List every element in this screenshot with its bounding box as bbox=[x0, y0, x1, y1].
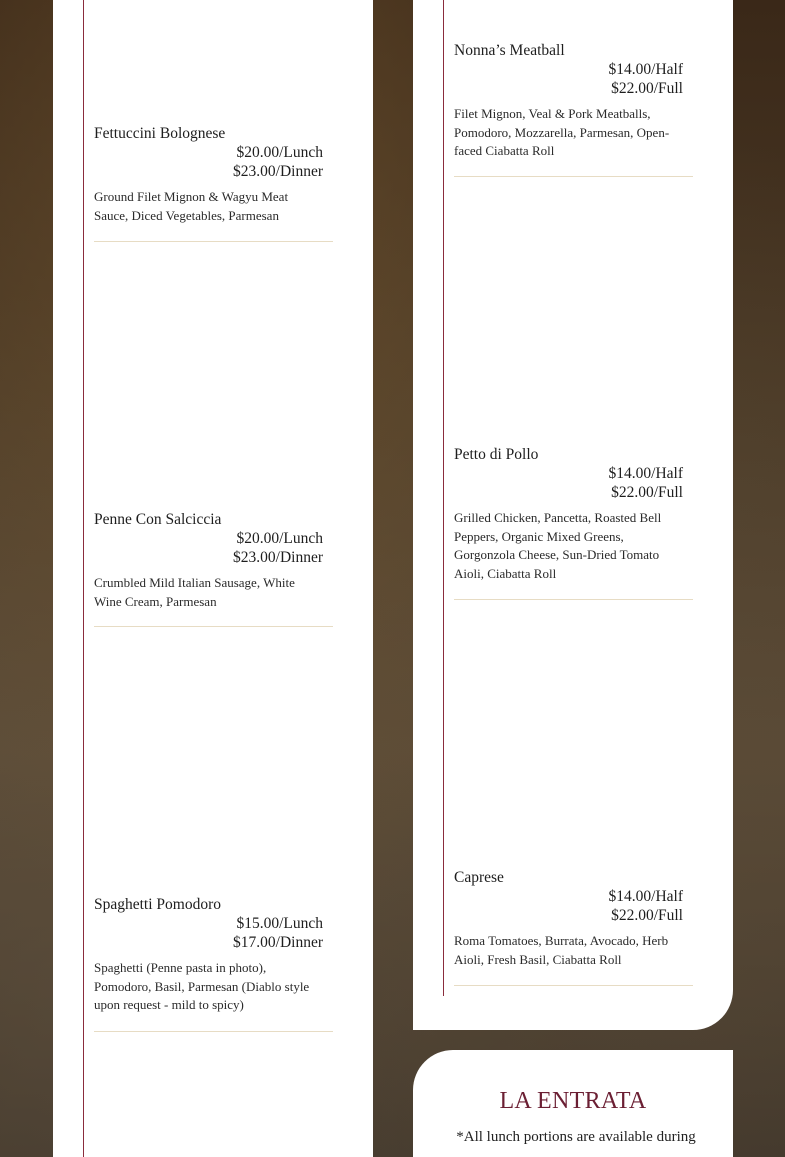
item-price-half: $14.00/Half bbox=[608, 465, 683, 482]
item-price-lunch: $20.00/Lunch bbox=[236, 530, 323, 547]
item-divider bbox=[454, 985, 693, 986]
right-vertical-rule bbox=[443, 0, 444, 996]
menu-item-petto-di-pollo bbox=[454, 445, 693, 583]
item-description: Grilled Chicken, Pancetta, Roasted Bell Peppers, Organic Mixed Greens, Gorgonzola Cheese, Sun-Dried Tomato Aioli, Ciabatta Roll bbox=[454, 510, 662, 581]
item-name: Penne Con Salciccia bbox=[94, 511, 222, 528]
item-name: Petto di Pollo bbox=[454, 446, 539, 463]
item-description: Ground Filet Mignon & Wagyu Meat Sauce, Diced Vegetables, Parmesan bbox=[94, 189, 289, 223]
item-description: Filet Mignon, Veal & Pork Meatballs, Pomodoro, Mozzarella, Parmesan, Open-faced Ciabatta Roll bbox=[454, 106, 670, 158]
item-divider bbox=[94, 626, 333, 627]
item-price-lunch: $20.00/Lunch bbox=[236, 144, 323, 161]
item-price-dinner: $23.00/Dinner bbox=[233, 163, 323, 180]
item-price-full: $22.00/Full bbox=[611, 80, 683, 97]
menu-item-penne-con-salciccia bbox=[94, 510, 333, 611]
item-price-dinner: $17.00/Dinner bbox=[233, 934, 323, 951]
item-description: Spaghetti (Penne pasta in photo), Pomodoro, Basil, Parmesan (Diablo style upon request - mild to spicy) bbox=[94, 960, 310, 1012]
item-price-full: $22.00/Full bbox=[611, 907, 683, 924]
entrata-section bbox=[413, 1050, 733, 1157]
item-divider bbox=[94, 241, 333, 242]
section-note: *All lunch portions are available during bbox=[456, 1129, 696, 1145]
left-menu-panel bbox=[53, 0, 373, 1157]
item-price-full: $22.00/Full bbox=[611, 484, 683, 501]
item-price-dinner: $23.00/Dinner bbox=[233, 549, 323, 566]
item-name: Spaghetti Pomodoro bbox=[94, 896, 222, 913]
item-name: Fettuccini Bolognese bbox=[94, 125, 226, 142]
section-title: LA ENTRATA bbox=[499, 1088, 647, 1114]
item-description: Crumbled Mild Italian Sausage, White Wine Cream, Parmesan bbox=[94, 575, 295, 609]
item-description: Roma Tomatoes, Burrata, Avocado, Herb Aioli, Fresh Basil, Ciabatta Roll bbox=[454, 933, 669, 967]
item-divider bbox=[454, 599, 693, 600]
item-price-half: $14.00/Half bbox=[608, 61, 683, 78]
item-divider bbox=[94, 1031, 333, 1032]
item-divider bbox=[454, 176, 693, 177]
menu-item-spaghetti-pomodoro bbox=[94, 895, 333, 1015]
menu-item-fettuccini-bolognese bbox=[94, 124, 333, 225]
item-name: Caprese bbox=[454, 869, 504, 886]
menu-item-caprese bbox=[454, 868, 693, 969]
item-name: Nonna’s Meatball bbox=[454, 42, 565, 59]
menu-item-nonnas-meatball bbox=[454, 41, 693, 161]
left-vertical-rule bbox=[83, 0, 84, 1157]
item-price-half: $14.00/Half bbox=[608, 888, 683, 905]
item-price-lunch: $15.00/Lunch bbox=[236, 915, 323, 932]
right-menu-panel bbox=[413, 0, 733, 1030]
